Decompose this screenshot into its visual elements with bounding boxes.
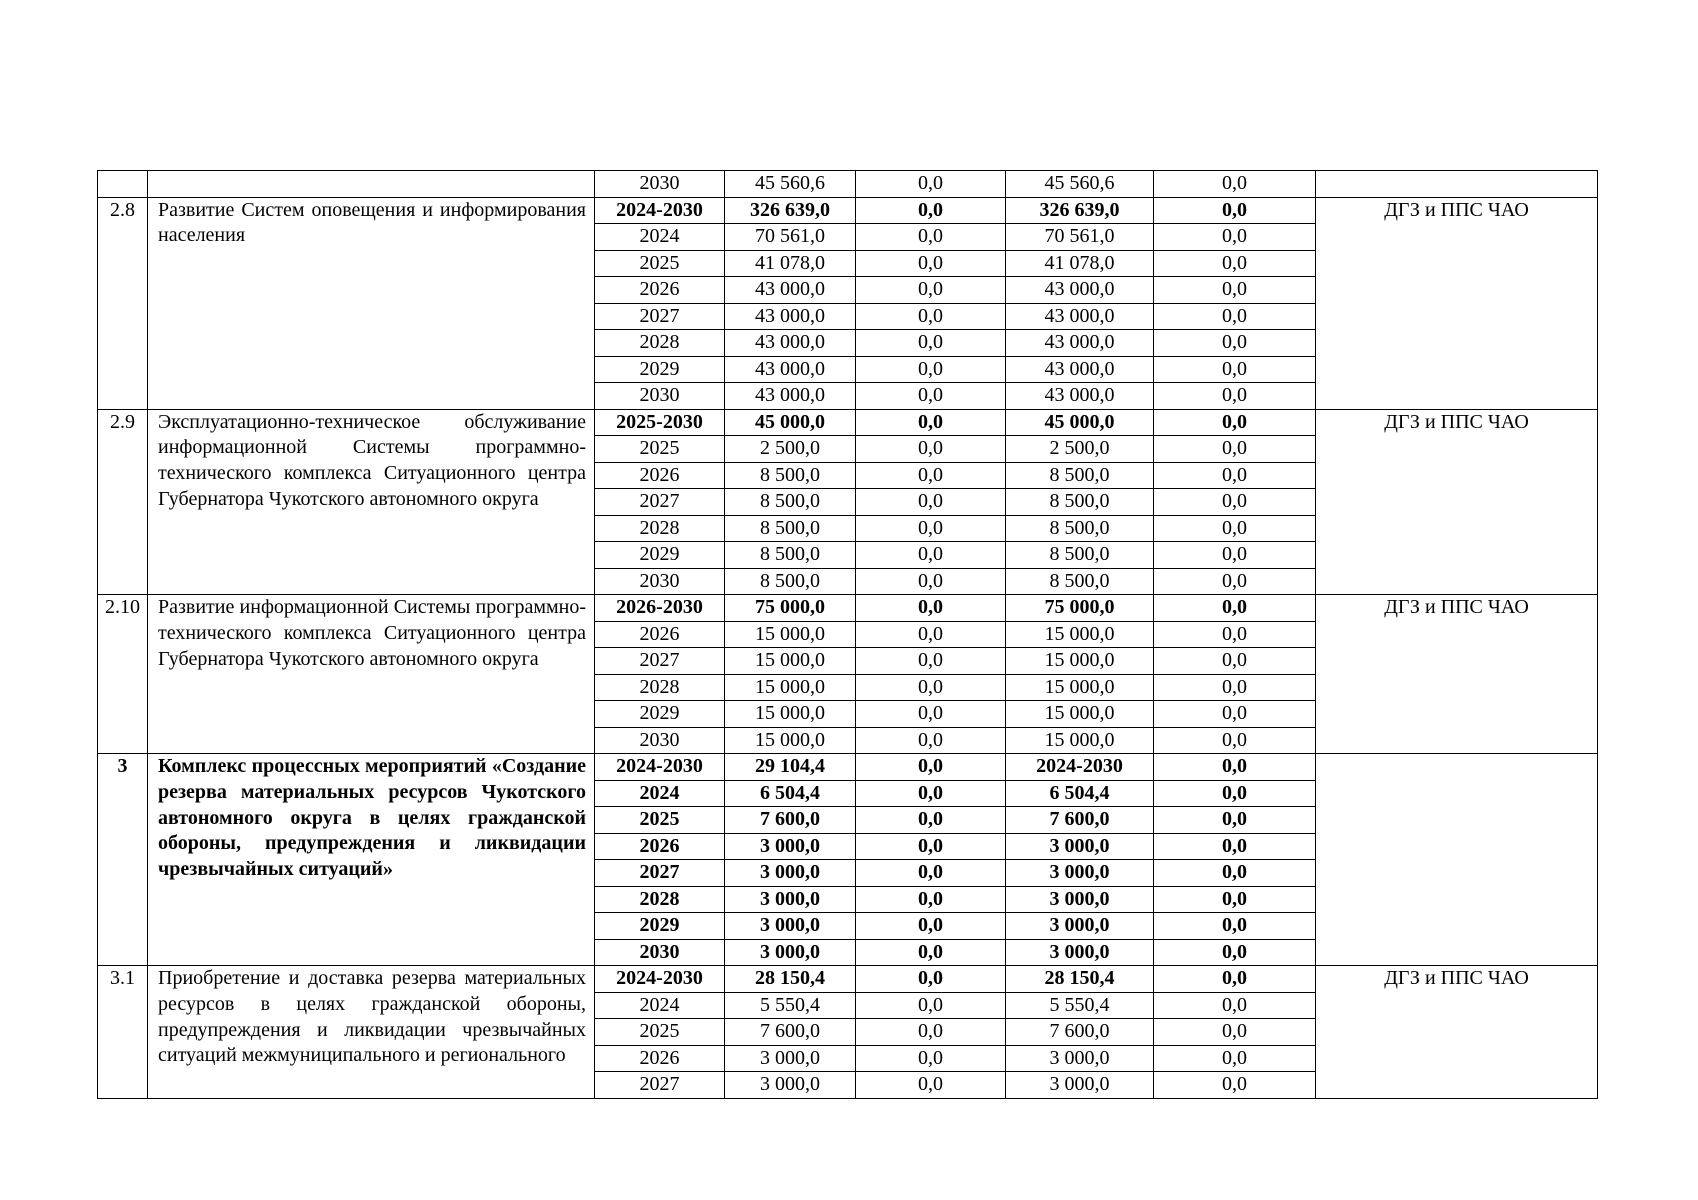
total-cell: 3 000,0 [725, 939, 856, 966]
federal-budget-cell: 0,0 [856, 515, 1006, 542]
item-number: 3 [98, 754, 148, 966]
federal-budget-cell: 0,0 [856, 462, 1006, 489]
item-name [148, 171, 595, 198]
total-cell: 7 600,0 [725, 807, 856, 834]
other-sources-cell: 0,0 [1154, 648, 1316, 675]
federal-budget-cell: 0,0 [856, 224, 1006, 251]
total-cell: 45 560,6 [725, 171, 856, 198]
federal-budget-cell: 0,0 [856, 727, 1006, 754]
total-cell: 15 000,0 [725, 674, 856, 701]
budget-table [97, 170, 1598, 1099]
regional-budget-cell: 15 000,0 [1006, 701, 1154, 728]
period-cell: 2026 [595, 833, 725, 860]
federal-budget-cell: 0,0 [856, 833, 1006, 860]
other-sources-cell: 0,0 [1154, 780, 1316, 807]
other-sources-cell: 0,0 [1154, 595, 1316, 622]
regional-budget-cell: 15 000,0 [1006, 648, 1154, 675]
total-cell: 41 078,0 [725, 250, 856, 277]
other-sources-cell: 0,0 [1154, 171, 1316, 198]
period-cell: 2024-2030 [595, 754, 725, 781]
regional-budget-cell: 45 560,6 [1006, 171, 1154, 198]
period-cell: 2026 [595, 1045, 725, 1072]
regional-budget-cell: 43 000,0 [1006, 356, 1154, 383]
federal-budget-cell: 0,0 [856, 409, 1006, 436]
table-row [98, 966, 1598, 993]
period-cell: 2030 [595, 171, 725, 198]
regional-budget-cell: 7 600,0 [1006, 807, 1154, 834]
executor-cell [1316, 171, 1598, 198]
other-sources-cell: 0,0 [1154, 1045, 1316, 1072]
total-cell: 8 500,0 [725, 462, 856, 489]
table-body [98, 171, 1598, 1099]
regional-budget-cell: 70 561,0 [1006, 224, 1154, 251]
period-cell: 2028 [595, 515, 725, 542]
federal-budget-cell: 0,0 [856, 595, 1006, 622]
table-row [98, 754, 1598, 781]
period-cell: 2025 [595, 436, 725, 463]
period-cell: 2024 [595, 224, 725, 251]
other-sources-cell: 0,0 [1154, 277, 1316, 304]
other-sources-cell: 0,0 [1154, 966, 1316, 993]
other-sources-cell: 0,0 [1154, 330, 1316, 357]
regional-budget-cell: 43 000,0 [1006, 383, 1154, 410]
total-cell: 43 000,0 [725, 277, 856, 304]
federal-budget-cell: 0,0 [856, 780, 1006, 807]
regional-budget-cell: 3 000,0 [1006, 860, 1154, 887]
period-cell: 2025 [595, 807, 725, 834]
total-cell: 15 000,0 [725, 648, 856, 675]
federal-budget-cell: 0,0 [856, 542, 1006, 569]
regional-budget-cell: 8 500,0 [1006, 542, 1154, 569]
total-cell: 3 000,0 [725, 1072, 856, 1099]
period-cell: 2029 [595, 356, 725, 383]
other-sources-cell: 0,0 [1154, 489, 1316, 516]
regional-budget-cell: 3 000,0 [1006, 939, 1154, 966]
total-cell: 3 000,0 [725, 860, 856, 887]
other-sources-cell: 0,0 [1154, 754, 1316, 781]
total-cell: 5 550,4 [725, 992, 856, 1019]
other-sources-cell: 0,0 [1154, 462, 1316, 489]
federal-budget-cell: 0,0 [856, 992, 1006, 1019]
period-cell: 2026 [595, 462, 725, 489]
executor-cell: ДГЗ и ППС ЧАО [1316, 409, 1598, 595]
other-sources-cell: 0,0 [1154, 992, 1316, 1019]
item-number: 2.9 [98, 409, 148, 595]
total-cell: 15 000,0 [725, 727, 856, 754]
total-cell: 43 000,0 [725, 383, 856, 410]
federal-budget-cell: 0,0 [856, 171, 1006, 198]
federal-budget-cell: 0,0 [856, 648, 1006, 675]
table-row [98, 595, 1598, 622]
period-cell: 2027 [595, 303, 725, 330]
period-cell: 2028 [595, 674, 725, 701]
total-cell: 15 000,0 [725, 621, 856, 648]
total-cell: 2 500,0 [725, 436, 856, 463]
item-number: 3.1 [98, 966, 148, 1099]
other-sources-cell: 0,0 [1154, 250, 1316, 277]
period-cell: 2024 [595, 992, 725, 1019]
federal-budget-cell: 0,0 [856, 383, 1006, 410]
item-number [98, 171, 148, 198]
federal-budget-cell: 0,0 [856, 303, 1006, 330]
other-sources-cell: 0,0 [1154, 303, 1316, 330]
federal-budget-cell: 0,0 [856, 277, 1006, 304]
period-cell: 2027 [595, 1072, 725, 1099]
regional-budget-cell: 45 000,0 [1006, 409, 1154, 436]
item-name: Развитие Систем оповещения и информирования населения [148, 197, 595, 409]
executor-cell: ДГЗ и ППС ЧАО [1316, 595, 1598, 754]
period-cell: 2030 [595, 939, 725, 966]
total-cell: 8 500,0 [725, 515, 856, 542]
other-sources-cell: 0,0 [1154, 939, 1316, 966]
regional-budget-cell: 7 600,0 [1006, 1019, 1154, 1046]
item-number: 2.8 [98, 197, 148, 409]
period-cell: 2026 [595, 277, 725, 304]
regional-budget-cell: 3 000,0 [1006, 913, 1154, 940]
total-cell: 3 000,0 [725, 1045, 856, 1072]
regional-budget-cell: 5 550,4 [1006, 992, 1154, 1019]
regional-budget-cell: 15 000,0 [1006, 727, 1154, 754]
other-sources-cell: 0,0 [1154, 860, 1316, 887]
regional-budget-cell: 28 150,4 [1006, 966, 1154, 993]
other-sources-cell: 0,0 [1154, 224, 1316, 251]
federal-budget-cell: 0,0 [856, 860, 1006, 887]
period-cell: 2024 [595, 780, 725, 807]
federal-budget-cell: 0,0 [856, 621, 1006, 648]
other-sources-cell: 0,0 [1154, 356, 1316, 383]
period-cell: 2027 [595, 860, 725, 887]
table-row [98, 409, 1598, 436]
item-number: 2.10 [98, 595, 148, 754]
total-cell: 45 000,0 [725, 409, 856, 436]
other-sources-cell: 0,0 [1154, 383, 1316, 410]
period-cell: 2030 [595, 568, 725, 595]
other-sources-cell: 0,0 [1154, 886, 1316, 913]
other-sources-cell: 0,0 [1154, 542, 1316, 569]
total-cell: 3 000,0 [725, 913, 856, 940]
period-cell: 2029 [595, 701, 725, 728]
federal-budget-cell: 0,0 [856, 1019, 1006, 1046]
item-name: Приобретение и доставка резерва материальных ресурсов в целях гражданской обороны, предупреждения и ликвидации чрезвычайных ситуаций межмуниципального и регионального [148, 966, 595, 1099]
executor-cell: ДГЗ и ППС ЧАО [1316, 197, 1598, 409]
federal-budget-cell: 0,0 [856, 356, 1006, 383]
executor-cell [1316, 754, 1598, 966]
total-cell: 3 000,0 [725, 833, 856, 860]
period-cell: 2025 [595, 250, 725, 277]
item-name: Эксплуатационно-техническое обслуживание информационной Системы программно-технического комплекса Ситуационного центра Губернатора Чукотского автономного округа [148, 409, 595, 595]
regional-budget-cell: 3 000,0 [1006, 833, 1154, 860]
other-sources-cell: 0,0 [1154, 701, 1316, 728]
other-sources-cell: 0,0 [1154, 621, 1316, 648]
federal-budget-cell: 0,0 [856, 197, 1006, 224]
federal-budget-cell: 0,0 [856, 436, 1006, 463]
federal-budget-cell: 0,0 [856, 754, 1006, 781]
period-cell: 2028 [595, 330, 725, 357]
total-cell: 326 639,0 [725, 197, 856, 224]
total-cell: 8 500,0 [725, 542, 856, 569]
total-cell: 6 504,4 [725, 780, 856, 807]
other-sources-cell: 0,0 [1154, 197, 1316, 224]
federal-budget-cell: 0,0 [856, 250, 1006, 277]
regional-budget-cell: 43 000,0 [1006, 330, 1154, 357]
table-row [98, 171, 1598, 198]
federal-budget-cell: 0,0 [856, 1072, 1006, 1099]
federal-budget-cell: 0,0 [856, 913, 1006, 940]
federal-budget-cell: 0,0 [856, 489, 1006, 516]
period-cell: 2027 [595, 489, 725, 516]
federal-budget-cell: 0,0 [856, 939, 1006, 966]
regional-budget-cell: 3 000,0 [1006, 886, 1154, 913]
total-cell: 43 000,0 [725, 330, 856, 357]
regional-budget-cell: 2024-2030 [1006, 754, 1154, 781]
other-sources-cell: 0,0 [1154, 436, 1316, 463]
other-sources-cell: 0,0 [1154, 674, 1316, 701]
period-cell: 2028 [595, 886, 725, 913]
other-sources-cell: 0,0 [1154, 1072, 1316, 1099]
other-sources-cell: 0,0 [1154, 913, 1316, 940]
total-cell: 3 000,0 [725, 886, 856, 913]
regional-budget-cell: 8 500,0 [1006, 568, 1154, 595]
regional-budget-cell: 41 078,0 [1006, 250, 1154, 277]
federal-budget-cell: 0,0 [856, 568, 1006, 595]
regional-budget-cell: 75 000,0 [1006, 595, 1154, 622]
regional-budget-cell: 3 000,0 [1006, 1045, 1154, 1072]
period-cell: 2024-2030 [595, 197, 725, 224]
regional-budget-cell: 6 504,4 [1006, 780, 1154, 807]
federal-budget-cell: 0,0 [856, 674, 1006, 701]
federal-budget-cell: 0,0 [856, 966, 1006, 993]
regional-budget-cell: 15 000,0 [1006, 674, 1154, 701]
table-row [98, 197, 1598, 224]
regional-budget-cell: 15 000,0 [1006, 621, 1154, 648]
regional-budget-cell: 8 500,0 [1006, 489, 1154, 516]
other-sources-cell: 0,0 [1154, 727, 1316, 754]
total-cell: 15 000,0 [725, 701, 856, 728]
other-sources-cell: 0,0 [1154, 515, 1316, 542]
period-cell: 2025 [595, 1019, 725, 1046]
regional-budget-cell: 43 000,0 [1006, 277, 1154, 304]
federal-budget-cell: 0,0 [856, 701, 1006, 728]
period-cell: 2030 [595, 727, 725, 754]
item-name: Развитие информационной Системы программно-технического комплекса Ситуационного центра Губернатора Чукотского автономного округа [148, 595, 595, 754]
regional-budget-cell: 8 500,0 [1006, 462, 1154, 489]
period-cell: 2026 [595, 621, 725, 648]
total-cell: 29 104,4 [725, 754, 856, 781]
period-cell: 2030 [595, 383, 725, 410]
other-sources-cell: 0,0 [1154, 807, 1316, 834]
period-cell: 2026-2030 [595, 595, 725, 622]
period-cell: 2024-2030 [595, 966, 725, 993]
other-sources-cell: 0,0 [1154, 409, 1316, 436]
federal-budget-cell: 0,0 [856, 886, 1006, 913]
federal-budget-cell: 0,0 [856, 330, 1006, 357]
other-sources-cell: 0,0 [1154, 568, 1316, 595]
regional-budget-cell: 8 500,0 [1006, 515, 1154, 542]
federal-budget-cell: 0,0 [856, 1045, 1006, 1072]
period-cell: 2027 [595, 648, 725, 675]
regional-budget-cell: 43 000,0 [1006, 303, 1154, 330]
period-cell: 2025-2030 [595, 409, 725, 436]
period-cell: 2029 [595, 542, 725, 569]
total-cell: 8 500,0 [725, 489, 856, 516]
regional-budget-cell: 326 639,0 [1006, 197, 1154, 224]
period-cell: 2029 [595, 913, 725, 940]
total-cell: 43 000,0 [725, 356, 856, 383]
total-cell: 8 500,0 [725, 568, 856, 595]
regional-budget-cell: 2 500,0 [1006, 436, 1154, 463]
total-cell: 43 000,0 [725, 303, 856, 330]
total-cell: 28 150,4 [725, 966, 856, 993]
federal-budget-cell: 0,0 [856, 807, 1006, 834]
executor-cell: ДГЗ и ППС ЧАО [1316, 966, 1598, 1099]
item-name: Комплекс процессных мероприятий «Создание резерва материальных ресурсов Чукотского автономного округа в целях гражданской обороны, предупреждения и ликвидации чрезвычайных ситуаций» [148, 754, 595, 966]
other-sources-cell: 0,0 [1154, 833, 1316, 860]
regional-budget-cell: 3 000,0 [1006, 1072, 1154, 1099]
total-cell: 75 000,0 [725, 595, 856, 622]
total-cell: 70 561,0 [725, 224, 856, 251]
total-cell: 7 600,0 [725, 1019, 856, 1046]
other-sources-cell: 0,0 [1154, 1019, 1316, 1046]
